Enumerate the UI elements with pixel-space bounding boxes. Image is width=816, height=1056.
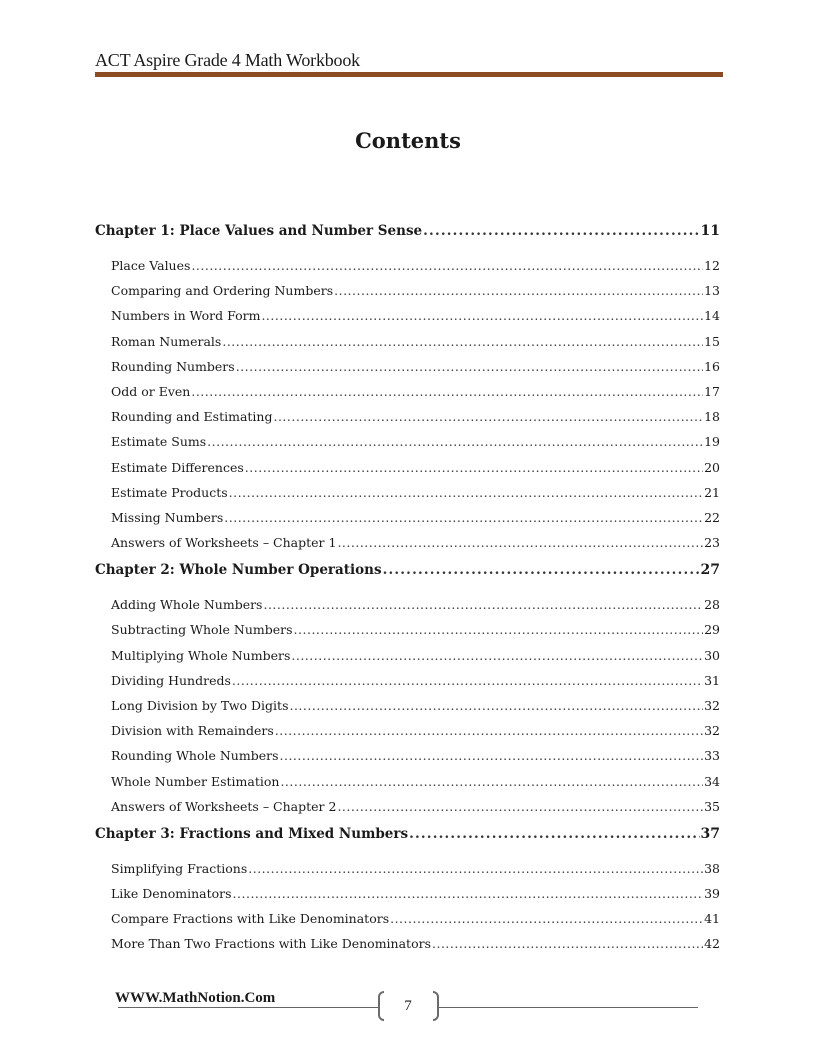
toc-entry-page: 20 — [704, 459, 720, 475]
toc-entry-label: Rounding and Estimating — [111, 409, 273, 425]
toc-entry-label: Adding Whole Numbers — [111, 597, 263, 613]
toc-entry-label: Chapter 3: Fractions and Mixed Numbers — [95, 825, 409, 842]
toc-entry-label: Like Denominators — [111, 886, 232, 901]
toc-entry-page: 30 — [704, 647, 720, 663]
toc-entry-label: Answers of Worksheets – Chapter 2 — [111, 798, 337, 814]
toc-entry-label: More Than Two Fractions with Like Denominators — [111, 936, 431, 952]
toc-entry-page: 16 — [704, 358, 720, 374]
toc-entry-page: 39 — [704, 886, 720, 901]
page-number-bracket-left — [378, 991, 384, 1021]
toc-entry-page: 31 — [704, 672, 720, 688]
toc-entry-label: Simplifying Fractions — [111, 860, 248, 876]
toc-entry-page: 28 — [704, 597, 720, 613]
toc-entry-label: Place Values — [111, 258, 191, 273]
toc-entry-label: Comparing and Ordering Numbers — [111, 283, 334, 299]
toc-entry-page: 18 — [704, 409, 720, 425]
toc-entry-page: 14 — [704, 308, 720, 324]
toc-entry-label: Roman Numerals — [111, 333, 222, 349]
toc-entry-label: Rounding Numbers — [111, 358, 235, 374]
toc-entry-label: Estimate Products — [111, 484, 228, 500]
toc-entry-label: Numbers in Word Form — [111, 308, 261, 324]
toc-entry-label: Chapter 1: Place Values and Number Sense — [95, 223, 423, 239]
toc-entry-label: Whole Number Estimation — [111, 773, 280, 789]
toc-section-entry — [95, 257, 720, 275]
footer-rule-right — [438, 1007, 698, 1008]
toc-entry-page: 38 — [704, 860, 720, 876]
toc-dot-leader — [273, 408, 703, 426]
toc-dot-leader — [224, 509, 703, 527]
toc-dot-leader — [337, 798, 703, 816]
toc-dot-leader — [334, 282, 703, 300]
toc-entry-page: 13 — [704, 283, 720, 299]
toc-section-entry — [95, 910, 720, 928]
toc-entry-page: 41 — [704, 911, 720, 927]
toc-entry-page: 37 — [700, 825, 720, 842]
toc-dot-leader — [275, 722, 703, 740]
toc-entry-page: 12 — [704, 258, 720, 273]
toc-section-entry — [95, 860, 720, 878]
toc-entry-page: 32 — [704, 698, 720, 713]
toc-entry-label: Rounding Whole Numbers — [111, 748, 279, 764]
toc-dot-leader — [291, 647, 703, 665]
toc-entry-label: Subtracting Whole Numbers — [111, 622, 293, 638]
toc-dot-leader — [432, 935, 703, 953]
toc-dot-leader — [261, 307, 703, 325]
toc-section-entry — [95, 509, 720, 527]
toc-entry-page: 35 — [704, 798, 720, 814]
toc-dot-leader — [229, 484, 703, 502]
toc-entry-label: Estimate Differences — [111, 459, 244, 475]
toc-dot-leader — [280, 773, 703, 791]
toc-entry-page: 27 — [700, 562, 720, 579]
header-rule — [95, 72, 723, 77]
toc-dot-leader — [232, 672, 703, 690]
toc-section-entry — [95, 333, 720, 351]
toc-section-entry — [95, 596, 720, 614]
toc-entry-label: Chapter 2: Whole Number Operations — [95, 562, 382, 579]
toc-entry-page: 15 — [704, 333, 720, 349]
toc-section-entry — [95, 773, 720, 791]
toc-entry-page: 19 — [704, 434, 720, 450]
toc-entry-page: 34 — [704, 773, 720, 789]
toc-entry-page: 11 — [700, 223, 720, 239]
toc-entry-label: Dividing Hundreds — [111, 672, 231, 688]
toc-section-entry — [95, 935, 720, 953]
toc-dot-leader — [207, 433, 703, 451]
toc-entry-label: Division with Remainders — [111, 723, 274, 739]
toc-entry-page: 23 — [704, 535, 720, 551]
toc-section-entry — [95, 459, 720, 477]
toc-chapter-entry — [95, 561, 720, 579]
page-number: 7 — [404, 998, 412, 1014]
toc-section-entry — [95, 433, 720, 451]
toc-section-entry — [95, 358, 720, 376]
toc-dot-leader — [383, 561, 700, 579]
toc-chapter-entry — [95, 825, 720, 843]
toc-dot-leader — [191, 383, 703, 401]
toc-section-entry — [95, 621, 720, 639]
page-number-bracket-right — [433, 991, 439, 1021]
toc-entry-label: Odd or Even — [111, 384, 191, 399]
toc-dot-leader — [294, 621, 704, 639]
toc-dot-leader — [289, 697, 703, 715]
toc-entry-label: Missing Numbers — [111, 510, 224, 525]
toc-entry-page: 17 — [704, 384, 720, 399]
toc-section-entry — [95, 647, 720, 665]
toc-entry-page: 32 — [704, 723, 720, 739]
toc-section-entry — [95, 697, 720, 715]
toc-dot-leader — [280, 747, 704, 765]
toc-dot-leader — [337, 534, 703, 552]
toc-dot-leader — [233, 885, 704, 903]
toc-dot-leader — [222, 333, 703, 351]
toc-section-entry — [95, 672, 720, 690]
toc-section-entry — [95, 408, 720, 426]
toc-entry-page: 29 — [704, 622, 720, 638]
toc-entry-label: Estimate Sums — [111, 434, 207, 450]
toc-entry-label: Multiplying Whole Numbers — [111, 647, 291, 663]
toc-entry-label: Compare Fractions with Like Denominators — [111, 911, 390, 927]
toc-entry-page: 42 — [704, 936, 720, 952]
toc-dot-leader — [245, 459, 703, 477]
toc-entry-page: 22 — [704, 510, 720, 525]
toc-section-entry — [95, 383, 720, 401]
footer-rule-left — [118, 1007, 380, 1008]
toc-dot-leader — [423, 222, 699, 240]
toc-entry-page: 21 — [704, 484, 720, 500]
toc-entry-label: Long Division by Two Digits — [111, 698, 289, 713]
toc-dot-leader — [236, 358, 703, 376]
toc-section-entry — [95, 307, 720, 325]
toc-dot-leader — [390, 910, 703, 928]
footer-website: WWW.MathNotion.Com — [115, 990, 276, 1006]
toc-dot-leader — [191, 257, 703, 275]
toc-section-entry — [95, 484, 720, 502]
toc-section-entry — [95, 747, 720, 765]
toc-chapter-entry — [95, 222, 720, 240]
toc-section-entry — [95, 885, 720, 903]
toc-section-entry — [95, 722, 720, 740]
header-title: ACT Aspire Grade 4 Math Workbook — [95, 50, 360, 70]
toc-section-entry — [95, 798, 720, 816]
toc-entry-page: 33 — [704, 748, 720, 764]
page-title: Contents — [355, 128, 461, 153]
toc-section-entry — [95, 282, 720, 300]
toc-dot-leader — [263, 596, 703, 614]
toc-entry-label: Answers of Worksheets – Chapter 1 — [111, 535, 337, 551]
toc-dot-leader — [409, 825, 699, 843]
toc-section-entry — [95, 534, 720, 552]
toc-dot-leader — [248, 860, 703, 878]
